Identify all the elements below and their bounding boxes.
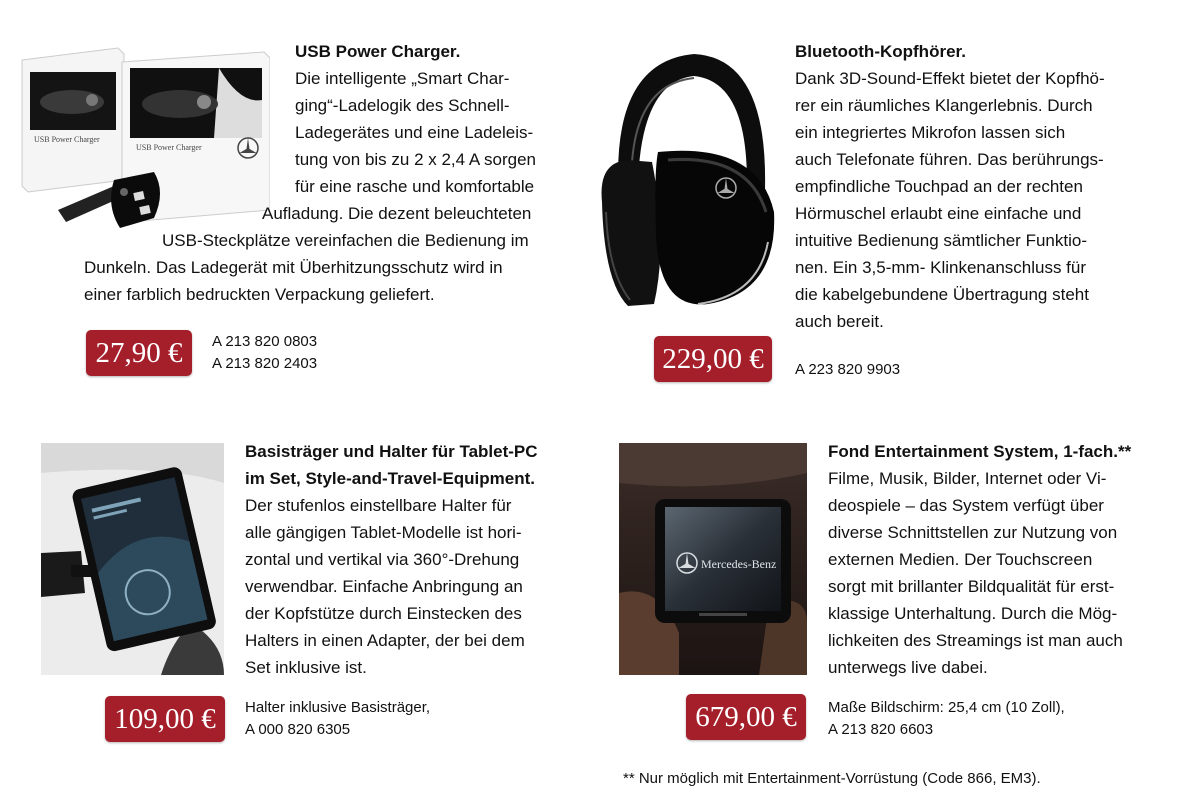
usb-charger-description bbox=[0, 65, 580, 308]
desc-line: Ladegerätes und eine Ladeleis- bbox=[295, 123, 534, 142]
desc-line: lichkeiten des Streamings ist man auch bbox=[828, 631, 1123, 650]
tablet-holder-product-image bbox=[41, 443, 224, 675]
headphones-description bbox=[795, 65, 1105, 335]
desc-line: sorgt mit brillanter Bildqualität für erst- bbox=[828, 577, 1115, 596]
box-back-label: USB Power Charger bbox=[34, 135, 100, 144]
usb-charger-price-badge: 27,90 € bbox=[86, 330, 192, 376]
headphones-product-image bbox=[598, 42, 780, 322]
entertainment-article-numbers bbox=[828, 697, 1065, 741]
desc-line: auch Telefonate führen. Das berührungs- bbox=[795, 150, 1104, 169]
desc-line: klassige Unterhaltung. Durch die Mög- bbox=[828, 604, 1118, 623]
usb-charger-article-numbers bbox=[212, 331, 317, 375]
desc-line: alle gängigen Tablet-Modelle ist hori- bbox=[245, 523, 522, 542]
article-number: A 000 820 6305 bbox=[245, 721, 351, 738]
desc-line: nen. Ein 3,5-mm- Klinkenanschluss für bbox=[795, 258, 1087, 277]
desc-line: Dank 3D-Sound-Effekt bietet der Kopfhö- bbox=[795, 69, 1105, 88]
article-number: A 213 820 2403 bbox=[212, 355, 318, 372]
article-number: A 213 820 6603 bbox=[828, 721, 934, 738]
desc-line: empfindliche Touchpad an der rechten bbox=[795, 177, 1083, 196]
title-line: im Set, Style-and-Travel-Equipment. bbox=[245, 469, 536, 488]
desc-line: Halters in einen Adapter, der bei dem bbox=[245, 631, 525, 650]
desc-line: Aufladung. Die dezent beleuchteten bbox=[262, 204, 532, 223]
desc-line: die kabelgebundene Übertragung steht bbox=[795, 285, 1089, 304]
headphones-title: Bluetooth-Kopfhörer. bbox=[795, 42, 966, 61]
desc-line: rer ein räumliches Klangerlebnis. Durch bbox=[795, 96, 1093, 115]
desc-line: Die intelligente „Smart Char- bbox=[295, 69, 510, 88]
desc-line: zontal und vertikal via 360°-Drehung bbox=[245, 550, 520, 569]
entertainment-screen-product-image bbox=[619, 443, 807, 675]
desc-line: Set inklusive ist. bbox=[245, 658, 367, 677]
article-number: Halter inklusive Basisträger, bbox=[245, 699, 431, 716]
screen-brand-text: Mercedes-Benz bbox=[701, 557, 777, 571]
title-line: Basisträger und Halter für Tablet-PC bbox=[245, 442, 538, 461]
usb-charger-title: USB Power Charger. bbox=[295, 42, 461, 61]
desc-line: deospiele – das System verfügt über bbox=[828, 496, 1104, 515]
desc-line: einer farblich bedruckten Verpackung geliefert. bbox=[84, 285, 435, 304]
desc-line: verwendbar. Einfache Anbringung an bbox=[245, 577, 523, 596]
entertainment-title: Fond Entertainment System, 1-fach.** bbox=[828, 442, 1132, 461]
article-number: A 223 820 9903 bbox=[795, 361, 901, 378]
desc-line: Der stufenlos einstellbare Halter für bbox=[245, 496, 512, 515]
article-number: Maße Bildschirm: 25,4 cm (10 Zoll), bbox=[828, 699, 1065, 716]
entertainment-description bbox=[828, 465, 1123, 681]
desc-line: Hörmuschel erlaubt eine einfache und bbox=[795, 204, 1082, 223]
box-front-label: USB Power Charger bbox=[136, 143, 202, 152]
desc-line: USB-Steckplätze vereinfachen die Bedienung im bbox=[162, 231, 529, 250]
entertainment-price-badge: 679,00 € bbox=[686, 694, 806, 740]
headphones-price-badge: 229,00 € bbox=[654, 336, 772, 382]
tablet-holder-description bbox=[245, 492, 525, 681]
desc-line: ging“-Ladelogik des Schnell- bbox=[295, 96, 510, 115]
tablet-holder-article-numbers bbox=[245, 697, 430, 741]
tablet-holder-title bbox=[245, 438, 538, 492]
desc-line: Dunkeln. Das Ladegerät mit Überhitzungsschutz wird in bbox=[84, 258, 503, 277]
article-number: A 213 820 0803 bbox=[212, 333, 318, 350]
desc-line: der Kopfstütze durch Einstecken des bbox=[245, 604, 522, 623]
footnote: ** Nur möglich mit Entertainment-Vorrüstung (Code 866, EM3). bbox=[623, 770, 1041, 787]
desc-line: diverse Schnittstellen zur Nutzung von bbox=[828, 523, 1118, 542]
desc-line: Filme, Musik, Bilder, Internet oder Vi- bbox=[828, 469, 1107, 488]
desc-line: tung von bis zu 2 x 2,4 A sorgen bbox=[295, 150, 536, 169]
desc-line: intuitive Bedienung sämtlicher Funktio- bbox=[795, 231, 1087, 250]
desc-line: ein integriertes Mikrofon lassen sich bbox=[795, 123, 1066, 142]
tablet-holder-price-badge: 109,00 € bbox=[105, 696, 225, 742]
desc-line: unterwegs live dabei. bbox=[828, 658, 988, 677]
desc-line: auch bereit. bbox=[795, 312, 884, 331]
desc-line: für eine rasche und komfortable bbox=[295, 177, 535, 196]
headphones-article-numbers bbox=[795, 359, 900, 381]
desc-line: externen Medien. Der Touchscreen bbox=[828, 550, 1093, 569]
